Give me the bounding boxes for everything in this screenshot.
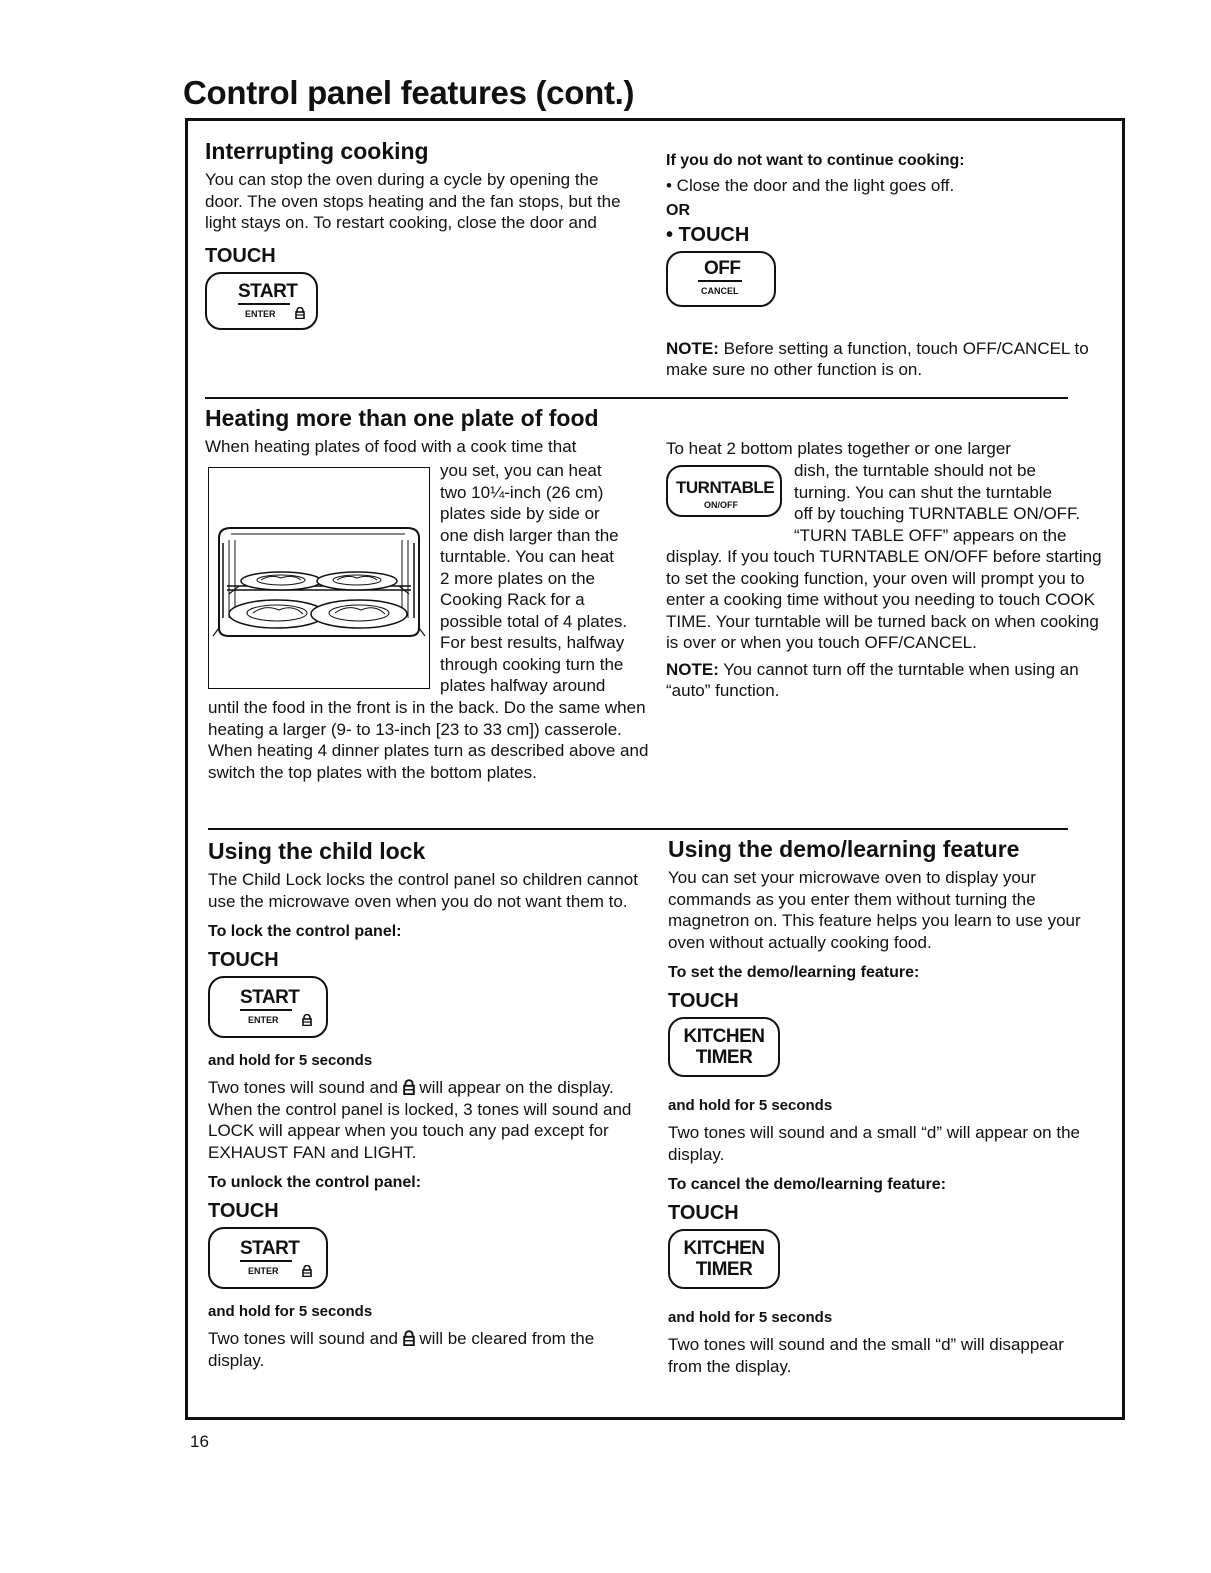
key-line1: KITCHEN xyxy=(683,1238,765,1259)
turntable-intro: To heat 2 bottom plates together or one larger xyxy=(666,439,1011,458)
key-line2: TIMER xyxy=(695,1259,753,1280)
interrupting-heading: Interrupting cooking xyxy=(205,138,429,164)
note-label: NOTE: xyxy=(666,338,719,358)
turntable-continuation: display. If you touch TURNTABLE ON/OFF before starting to set the cooking function, your oven will prompt you to enter a cooking time without you needing to touch COOK TIME. Your turntable will be turned back on when cooking is over or when you touch OFF/CANCEL. xyxy=(666,547,1102,652)
note-off-cancel xyxy=(666,338,1106,381)
lock-icon xyxy=(403,1079,415,1095)
demo-cancel-subheading: To cancel the demo/learning feature: xyxy=(668,1176,946,1193)
wrap-line: through cooking turn the xyxy=(440,654,624,674)
key-line1: KITCHEN xyxy=(683,1026,765,1047)
oven-interior-image xyxy=(209,468,428,687)
wrap-line: one dish larger than the xyxy=(440,525,619,545)
result-text-b: will be cleared from the display. xyxy=(208,1329,595,1370)
heating-continuation-block xyxy=(208,697,653,783)
wrap-line: plates side by side or xyxy=(440,504,600,523)
child-lock-body: The Child Lock locks the control panel so children cannot use the microwave oven when you do not want them to. xyxy=(208,870,638,911)
hold-instruction: and hold for 5 seconds xyxy=(668,1097,833,1114)
key-sub-label: ON/OFF xyxy=(704,500,738,510)
demo-heading: Using the demo/learning feature xyxy=(668,836,1020,862)
wrap-line: you set, you can heat xyxy=(440,461,602,480)
key-divider xyxy=(698,280,742,282)
lock-icon xyxy=(302,1014,312,1026)
demo-set-result: Two tones will sound and a small “d” will appear on the display. xyxy=(668,1123,1080,1164)
unlock-result xyxy=(208,1328,638,1371)
heating-intro: When heating plates of food with a cook time that xyxy=(205,437,577,456)
key-main-label: START xyxy=(238,280,298,302)
result-text-b: will appear on the display. When the control panel is locked, 3 tones will sound and LOCK will appear when you touch any pad except for EXHAUST FAN and LIGHT. xyxy=(208,1078,632,1162)
hold-instruction: and hold for 5 seconds xyxy=(208,1052,373,1069)
section-turntable xyxy=(666,438,1106,460)
wrap-line: turning. You can shut the turntable xyxy=(794,482,1053,502)
start-enter-key[interactable] xyxy=(208,1227,328,1289)
demo-cancel-result: Two tones will sound and the small “d” will disappear from the display. xyxy=(668,1335,1064,1376)
key-divider xyxy=(240,1009,292,1011)
lock-icon xyxy=(295,307,305,319)
touch-label: • TOUCH xyxy=(666,223,750,246)
key-sub-label: ENTER xyxy=(248,1015,279,1025)
section-divider xyxy=(205,397,1068,399)
key-main-label: START xyxy=(240,987,300,1008)
wrap-line: For best results, halfway xyxy=(440,633,625,652)
heating-wrap-text xyxy=(440,460,655,697)
lock-subheading: To lock the control panel: xyxy=(208,923,402,940)
wrap-line: off by touching TURNTABLE ON/OFF. xyxy=(794,504,1081,523)
result-text-a: Two tones will sound and xyxy=(208,1078,403,1097)
turntable-onoff-key[interactable] xyxy=(666,465,782,517)
wrap-line: 2 more plates on the xyxy=(440,568,595,588)
section-heating-plates xyxy=(205,404,655,458)
turntable-wrap-text xyxy=(794,460,1114,546)
turntable-note xyxy=(666,659,1106,702)
wrap-line: “TURN TABLE OFF” appears on the xyxy=(794,525,1067,545)
lock-icon xyxy=(302,1265,312,1277)
wrap-line: Cooking Rack for a xyxy=(440,590,585,609)
section-demo xyxy=(668,835,1098,1377)
touch-label: TOUCH xyxy=(208,1200,279,1222)
start-enter-key[interactable] xyxy=(205,272,318,330)
no-continue-subheading: If you do not want to continue cooking: xyxy=(666,152,965,169)
start-enter-key[interactable] xyxy=(208,976,328,1038)
wrap-line: plates halfway around xyxy=(440,676,606,695)
demo-body: You can set your microwave oven to display your commands as you enter them without turning the magnetron on. This feature helps you learn to use your oven without actually cooking food. xyxy=(668,868,1081,952)
key-main-label: TURNTABLE xyxy=(676,478,775,497)
key-sub-label: ENTER xyxy=(245,308,276,319)
interrupting-body: You can stop the oven during a cycle by opening the door. The oven stops heating and the fan stops, but the light stays on. To restart cooking, close the door and xyxy=(205,170,621,232)
key-sub-label: CANCEL xyxy=(701,285,739,296)
section-divider xyxy=(208,828,1068,830)
wrap-line: possible total of 4 plates. xyxy=(440,611,628,631)
key-line2: TIMER xyxy=(695,1047,753,1068)
turntable-continuation-block xyxy=(666,546,1106,702)
touch-label: TOUCH xyxy=(208,949,279,971)
touch-label: TOUCH xyxy=(668,1202,739,1224)
child-lock-heading: Using the child lock xyxy=(208,838,426,864)
kitchen-timer-key[interactable] xyxy=(668,1229,780,1289)
page-number: 16 xyxy=(190,1432,209,1451)
wrap-line: turntable. You can heat xyxy=(440,547,614,566)
key-main-label: OFF xyxy=(704,257,741,279)
lock-result xyxy=(208,1077,638,1163)
unlock-subheading: To unlock the control panel: xyxy=(208,1174,422,1191)
hold-instruction: and hold for 5 seconds xyxy=(668,1309,833,1326)
key-sub-label: ENTER xyxy=(248,1266,279,1276)
kitchen-timer-key[interactable] xyxy=(668,1017,780,1077)
note-label: NOTE: xyxy=(666,659,719,679)
wrap-line: dish, the turntable should not be xyxy=(794,461,1036,480)
bullet-close-door: • Close the door and the light goes off. xyxy=(666,176,955,195)
result-text-a: Two tones will sound and xyxy=(208,1329,403,1348)
demo-set-subheading: To set the demo/learning feature: xyxy=(668,964,920,981)
heating-heading: Heating more than one plate of food xyxy=(205,405,599,431)
oven-plates-illustration xyxy=(208,467,430,689)
touch-label: TOUCH xyxy=(668,990,739,1012)
off-cancel-key[interactable] xyxy=(666,251,776,307)
lock-icon xyxy=(403,1330,415,1346)
hold-instruction: and hold for 5 seconds xyxy=(208,1303,373,1320)
heating-continuation: until the food in the front is in the back. Do the same when heating a larger (9- to 13-inch [23 to 33 cm]) casserole. When heating 4 dinner plates turn as described above and switch the top plates with the bottom plates. xyxy=(208,698,649,782)
note-text: Before setting a function, touch OFF/CANCEL to make sure no other function is on. xyxy=(666,338,1089,379)
touch-label: TOUCH xyxy=(205,244,276,267)
section-no-continue xyxy=(666,151,1106,381)
key-divider xyxy=(238,303,290,305)
section-child-lock xyxy=(208,837,638,1371)
page-title: Control panel features (cont.) xyxy=(183,74,635,111)
or-label: OR xyxy=(666,201,690,219)
note-text: You cannot turn off the turntable when using an “auto” function. xyxy=(666,659,1079,700)
key-divider xyxy=(240,1260,292,1262)
section-interrupting xyxy=(205,137,635,335)
key-main-label: START xyxy=(240,1238,300,1259)
wrap-line: two 10¼-inch (26 cm) xyxy=(440,482,604,502)
